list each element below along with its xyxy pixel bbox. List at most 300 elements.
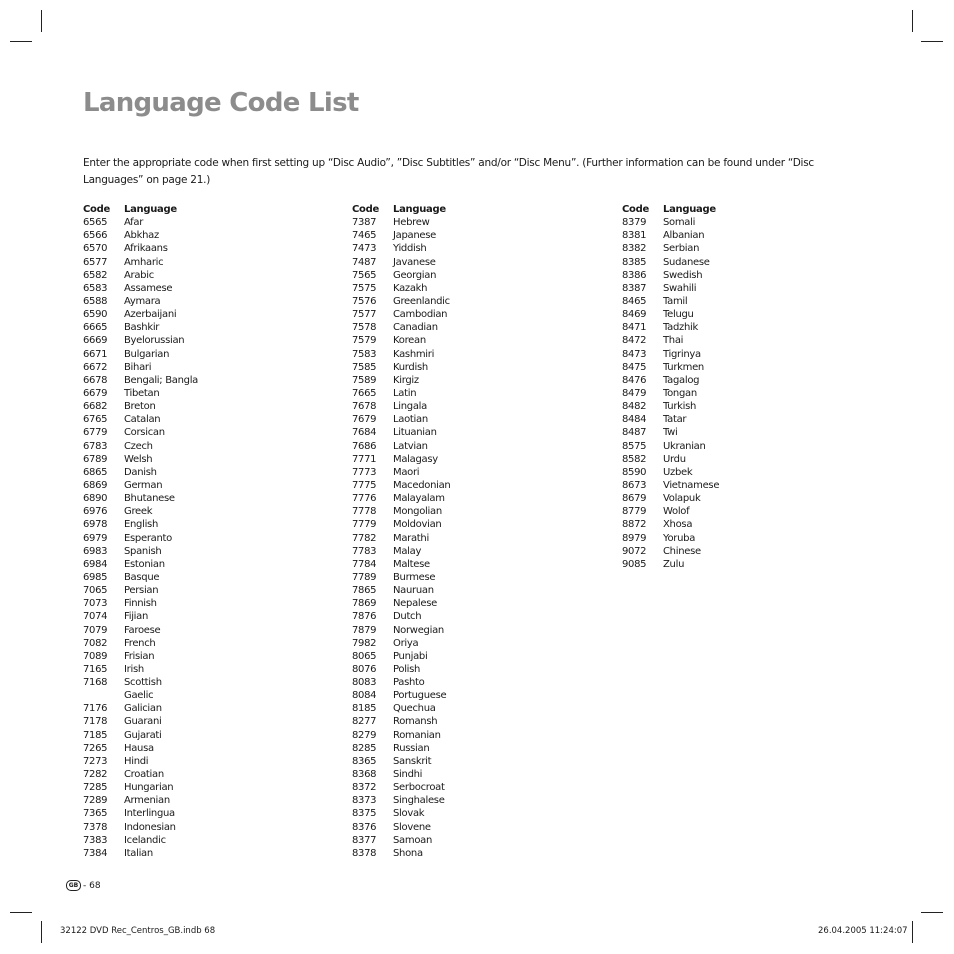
table-row bbox=[622, 479, 719, 492]
language-code: 6890 bbox=[83, 493, 108, 505]
language-name: Punjabi bbox=[393, 650, 428, 662]
language-code: 7273 bbox=[83, 755, 108, 767]
language-name: Arabic bbox=[124, 269, 154, 281]
language-name: Icelandic bbox=[124, 834, 166, 846]
table-row bbox=[83, 807, 198, 820]
language-code: 7285 bbox=[83, 782, 108, 794]
language-name: Russian bbox=[393, 742, 430, 754]
language-name: Finnish bbox=[124, 598, 157, 610]
language-name: Mongolian bbox=[393, 506, 442, 518]
table-row bbox=[83, 558, 198, 571]
language-code: 8185 bbox=[352, 703, 377, 715]
language-code: 6978 bbox=[83, 519, 108, 531]
language-name: Armenian bbox=[124, 795, 170, 807]
language-code: 7473 bbox=[352, 243, 377, 255]
table-row bbox=[352, 768, 450, 781]
table-row bbox=[83, 545, 198, 558]
language-name: Tadzhik bbox=[663, 322, 698, 334]
table-row bbox=[352, 558, 450, 571]
language-name: Azerbaijani bbox=[124, 309, 177, 321]
crop-mark bbox=[912, 921, 913, 943]
table-row bbox=[83, 729, 198, 742]
table-row bbox=[622, 229, 719, 242]
language-code: 8473 bbox=[622, 348, 647, 360]
table-row bbox=[622, 269, 719, 282]
language-name: Pashto bbox=[393, 677, 425, 689]
table-row bbox=[622, 216, 719, 229]
language-code: 7782 bbox=[352, 532, 377, 544]
table-row bbox=[352, 742, 450, 755]
language-name: Polish bbox=[393, 663, 421, 675]
table-row bbox=[83, 256, 198, 269]
language-name: Maltese bbox=[393, 558, 430, 570]
language-name: Malayalam bbox=[393, 493, 445, 505]
language-name: Fijian bbox=[124, 611, 149, 623]
language-code: 7176 bbox=[83, 703, 108, 715]
table-row bbox=[352, 426, 450, 439]
language-code: 8373 bbox=[352, 795, 377, 807]
language-name: Xhosa bbox=[663, 519, 693, 531]
language-name: Afrikaans bbox=[124, 243, 168, 255]
language-code: 8779 bbox=[622, 506, 647, 518]
table-row bbox=[83, 453, 198, 466]
language-code: 8065 bbox=[352, 650, 377, 662]
language-code: 6985 bbox=[83, 571, 108, 583]
table-row bbox=[352, 334, 450, 347]
table-row bbox=[352, 821, 450, 834]
table-row bbox=[352, 807, 450, 820]
language-name: Zulu bbox=[663, 558, 685, 570]
crop-mark bbox=[921, 41, 943, 42]
language-name: Tibetan bbox=[124, 387, 160, 399]
language-name: Telugu bbox=[663, 309, 694, 321]
language-column-3 bbox=[622, 203, 719, 571]
table-row bbox=[622, 334, 719, 347]
table-row bbox=[83, 334, 198, 347]
table-row bbox=[83, 650, 198, 663]
language-name: Guarani bbox=[124, 716, 162, 728]
language-name: Korean bbox=[393, 335, 426, 347]
table-row bbox=[352, 295, 450, 308]
language-name: Hindi bbox=[124, 755, 149, 767]
language-name: Tigrinya bbox=[663, 348, 701, 360]
language-name: Maori bbox=[393, 466, 420, 478]
language-name: Amharic bbox=[124, 256, 164, 268]
table-row bbox=[352, 242, 450, 255]
language-code: 8076 bbox=[352, 663, 377, 675]
table-row bbox=[352, 755, 450, 768]
language-code: 7776 bbox=[352, 493, 377, 505]
table-row bbox=[622, 558, 719, 571]
table-row bbox=[352, 689, 450, 702]
table-row bbox=[83, 479, 198, 492]
language-code: 6590 bbox=[83, 309, 108, 321]
table-row bbox=[83, 216, 198, 229]
language-code: 8381 bbox=[622, 230, 647, 242]
language-code: 8084 bbox=[352, 690, 377, 702]
language-name: Norwegian bbox=[393, 624, 444, 636]
language-code: 7869 bbox=[352, 598, 377, 610]
language-name: Croatian bbox=[124, 769, 164, 781]
language-name: Nepalese bbox=[393, 598, 438, 610]
language-name: Sindhi bbox=[393, 769, 423, 781]
language-code: 7789 bbox=[352, 571, 377, 583]
language-code: 8673 bbox=[622, 479, 647, 491]
table-row bbox=[622, 453, 719, 466]
table-row bbox=[352, 663, 450, 676]
language-code: 7383 bbox=[83, 834, 108, 846]
language-code: 8475 bbox=[622, 361, 647, 373]
language-code: 6669 bbox=[83, 335, 108, 347]
language-code: 8387 bbox=[622, 282, 647, 294]
table-row bbox=[83, 492, 198, 505]
language-name: Samoan bbox=[393, 834, 433, 846]
table-row bbox=[622, 400, 719, 413]
language-code: 8375 bbox=[352, 808, 377, 820]
table-row bbox=[352, 282, 450, 295]
language-name: Scottish bbox=[124, 677, 162, 689]
language-name: Italian bbox=[124, 847, 153, 859]
table-row bbox=[83, 624, 198, 637]
language-header: Language bbox=[124, 204, 177, 215]
language-code: 7879 bbox=[352, 624, 377, 636]
language-code: 6665 bbox=[83, 322, 108, 334]
language-code: 6678 bbox=[83, 374, 108, 386]
language-name: Albanian bbox=[663, 230, 705, 242]
table-row bbox=[622, 374, 719, 387]
page-number-text: - 68 bbox=[83, 880, 101, 891]
table-row bbox=[622, 466, 719, 479]
language-code: 8484 bbox=[622, 414, 647, 426]
language-code: 8479 bbox=[622, 387, 647, 399]
language-name: Volapuk bbox=[663, 493, 701, 505]
language-name: Urdu bbox=[663, 453, 686, 465]
table-row bbox=[352, 532, 450, 545]
language-name: Galician bbox=[124, 703, 162, 715]
language-name: Singhalese bbox=[393, 795, 445, 807]
table-row bbox=[622, 348, 719, 361]
table-row bbox=[352, 269, 450, 282]
table-row bbox=[622, 532, 719, 545]
table-row bbox=[83, 466, 198, 479]
table-row bbox=[83, 847, 198, 860]
language-name: Tatar bbox=[663, 414, 687, 426]
language-name: Sudanese bbox=[663, 256, 710, 268]
language-name: Greenlandic bbox=[393, 295, 450, 307]
language-name: Bashkir bbox=[124, 322, 160, 334]
language-code: 7982 bbox=[352, 637, 377, 649]
language-name: Kashmiri bbox=[393, 348, 435, 360]
language-name: Hebrew bbox=[393, 217, 430, 229]
table-row bbox=[352, 361, 450, 374]
language-code: 7876 bbox=[352, 611, 377, 623]
language-code: 7665 bbox=[352, 387, 377, 399]
language-code: 8575 bbox=[622, 440, 647, 452]
table-row bbox=[83, 413, 198, 426]
language-name: Japanese bbox=[393, 230, 437, 242]
language-name: Hungarian bbox=[124, 782, 174, 794]
language-code: 8582 bbox=[622, 453, 647, 465]
country-badge: GB bbox=[66, 880, 81, 891]
language-name: Frisian bbox=[124, 650, 155, 662]
language-code: 7583 bbox=[352, 348, 377, 360]
table-row bbox=[352, 610, 450, 623]
language-code: 8386 bbox=[622, 269, 647, 281]
table-row bbox=[622, 308, 719, 321]
table-row bbox=[352, 492, 450, 505]
table-row bbox=[622, 256, 719, 269]
table-row bbox=[83, 702, 198, 715]
language-name: Cambodian bbox=[393, 309, 448, 321]
table-row bbox=[83, 794, 198, 807]
crop-mark bbox=[10, 41, 32, 42]
language-code: 6672 bbox=[83, 361, 108, 373]
table-row bbox=[352, 729, 450, 742]
language-code: 7387 bbox=[352, 217, 377, 229]
table-row bbox=[352, 545, 450, 558]
language-name: Breton bbox=[124, 401, 156, 413]
table-row bbox=[352, 781, 450, 794]
table-row bbox=[83, 768, 198, 781]
crop-mark bbox=[10, 912, 32, 913]
language-name: Marathi bbox=[393, 532, 429, 544]
table-row bbox=[622, 505, 719, 518]
table-row bbox=[83, 374, 198, 387]
language-name: Swedish bbox=[663, 269, 703, 281]
language-name: Macedonian bbox=[393, 479, 451, 491]
table-row bbox=[83, 742, 198, 755]
language-code: 8376 bbox=[352, 821, 377, 833]
language-code: 7771 bbox=[352, 453, 377, 465]
language-name: Somali bbox=[663, 217, 696, 229]
language-code: 6976 bbox=[83, 506, 108, 518]
table-row bbox=[83, 387, 198, 400]
language-name: Faroese bbox=[124, 624, 161, 636]
language-name: Uzbek bbox=[663, 466, 693, 478]
language-name: Swahili bbox=[663, 282, 697, 294]
table-row bbox=[352, 518, 450, 531]
crop-mark bbox=[921, 912, 943, 913]
language-code: 8469 bbox=[622, 309, 647, 321]
language-code: 7365 bbox=[83, 808, 108, 820]
language-code: 6869 bbox=[83, 479, 108, 491]
language-code: 6671 bbox=[83, 348, 108, 360]
language-code: 6979 bbox=[83, 532, 108, 544]
table-row bbox=[352, 374, 450, 387]
language-code: 7779 bbox=[352, 519, 377, 531]
language-name: Abkhaz bbox=[124, 230, 159, 242]
language-name: Bulgarian bbox=[124, 348, 170, 360]
table-row bbox=[83, 321, 198, 334]
language-code: 7589 bbox=[352, 374, 377, 386]
table-row bbox=[622, 295, 719, 308]
language-name: Gujarati bbox=[124, 729, 162, 741]
table-row bbox=[83, 400, 198, 413]
language-name: Javanese bbox=[393, 256, 436, 268]
crop-mark bbox=[41, 921, 42, 943]
language-code: 7168 bbox=[83, 677, 108, 689]
crop-mark bbox=[912, 10, 913, 32]
language-code: 7775 bbox=[352, 479, 377, 491]
language-code: 8279 bbox=[352, 729, 377, 741]
language-name: Bengali; Bangla bbox=[124, 374, 199, 386]
language-name: Nauruan bbox=[393, 585, 434, 597]
language-code: 8372 bbox=[352, 782, 377, 794]
table-row bbox=[352, 834, 450, 847]
language-code: 9085 bbox=[622, 558, 647, 570]
language-code: 8590 bbox=[622, 466, 647, 478]
table-row bbox=[622, 426, 719, 439]
language-code: 7865 bbox=[352, 585, 377, 597]
language-name: Danish bbox=[124, 466, 157, 478]
language-name: Turkish bbox=[663, 401, 697, 413]
file-slug: 32122 DVD Rec_Centros_GB.indb 68 bbox=[60, 926, 216, 936]
table-row bbox=[83, 282, 198, 295]
language-name: Welsh bbox=[124, 453, 153, 465]
language-name: Vietnamese bbox=[663, 479, 720, 491]
language-code: 6984 bbox=[83, 558, 108, 570]
language-name: Catalan bbox=[124, 414, 161, 426]
language-name: Byelorussian bbox=[124, 335, 185, 347]
language-name: Georgian bbox=[393, 269, 437, 281]
language-code: 7384 bbox=[83, 847, 108, 859]
language-name: Kazakh bbox=[393, 282, 428, 294]
language-name: German bbox=[124, 479, 163, 491]
language-code: 7178 bbox=[83, 716, 108, 728]
language-code: 8277 bbox=[352, 716, 377, 728]
language-name: Yiddish bbox=[393, 243, 427, 255]
language-code: 7074 bbox=[83, 611, 108, 623]
table-row bbox=[83, 361, 198, 374]
language-code: 6865 bbox=[83, 466, 108, 478]
language-name: Lingala bbox=[393, 401, 427, 413]
table-row bbox=[352, 505, 450, 518]
language-code: 7585 bbox=[352, 361, 377, 373]
language-code: 7089 bbox=[83, 650, 108, 662]
language-code: 7678 bbox=[352, 401, 377, 413]
language-name: Romansh bbox=[393, 716, 438, 728]
language-code: 7578 bbox=[352, 322, 377, 334]
table-row bbox=[622, 518, 719, 531]
language-code: 8471 bbox=[622, 322, 647, 334]
language-code: 6566 bbox=[83, 230, 108, 242]
table-row bbox=[622, 440, 719, 453]
table-row bbox=[352, 256, 450, 269]
language-code: 6789 bbox=[83, 453, 108, 465]
language-code: 7165 bbox=[83, 663, 108, 675]
language-code: 6682 bbox=[83, 401, 108, 413]
table-row bbox=[352, 637, 450, 650]
language-name: Portuguese bbox=[393, 690, 447, 702]
language-name: Czech bbox=[124, 440, 153, 452]
code-header: Code bbox=[622, 204, 649, 215]
language-code: 8472 bbox=[622, 335, 647, 347]
table-row bbox=[352, 676, 450, 689]
language-code: 7784 bbox=[352, 558, 377, 570]
language-code: 6577 bbox=[83, 256, 108, 268]
language-name: Twi bbox=[663, 427, 678, 439]
language-name: Latvian bbox=[393, 440, 428, 452]
language-code: 8368 bbox=[352, 769, 377, 781]
language-name: Thai bbox=[663, 335, 684, 347]
language-code: 7487 bbox=[352, 256, 377, 268]
language-code: 6765 bbox=[83, 414, 108, 426]
language-code: 7783 bbox=[352, 545, 377, 557]
language-name: Malagasy bbox=[393, 453, 438, 465]
language-code: 8385 bbox=[622, 256, 647, 268]
table-row bbox=[622, 545, 719, 558]
table-row bbox=[83, 715, 198, 728]
language-code: 7265 bbox=[83, 742, 108, 754]
language-name: Laotian bbox=[393, 414, 428, 426]
table-row bbox=[83, 348, 198, 361]
language-code: 8378 bbox=[352, 847, 377, 859]
language-name: Slovene bbox=[393, 821, 431, 833]
table-row bbox=[352, 440, 450, 453]
table-row bbox=[83, 532, 198, 545]
table-row bbox=[352, 571, 450, 584]
language-code: 6588 bbox=[83, 295, 108, 307]
table-row bbox=[83, 663, 198, 676]
language-header: Language bbox=[663, 204, 716, 215]
page-number bbox=[66, 880, 101, 891]
language-name: Tagalog bbox=[663, 374, 700, 386]
language-code: 7289 bbox=[83, 795, 108, 807]
language-name: Bihari bbox=[124, 361, 152, 373]
table-row bbox=[352, 650, 450, 663]
table-row bbox=[83, 597, 198, 610]
language-name: Tamil bbox=[663, 295, 688, 307]
language-code: 8379 bbox=[622, 217, 647, 229]
language-name: Tongan bbox=[663, 387, 697, 399]
language-code: 7465 bbox=[352, 230, 377, 242]
table-row bbox=[622, 242, 719, 255]
column-header bbox=[622, 203, 719, 216]
language-name: Estonian bbox=[124, 558, 165, 570]
language-code: 8872 bbox=[622, 519, 647, 531]
language-name: Persian bbox=[124, 585, 159, 597]
language-code: 6779 bbox=[83, 427, 108, 439]
language-name: Quechua bbox=[393, 703, 436, 715]
language-name: Aymara bbox=[124, 295, 161, 307]
language-code: 8679 bbox=[622, 493, 647, 505]
table-row bbox=[352, 702, 450, 715]
language-code: 6783 bbox=[83, 440, 108, 452]
language-name: Malay bbox=[393, 545, 422, 557]
table-row bbox=[352, 321, 450, 334]
table-row bbox=[622, 413, 719, 426]
table-row bbox=[83, 584, 198, 597]
table-row bbox=[83, 295, 198, 308]
language-header: Language bbox=[393, 204, 446, 215]
table-row bbox=[352, 453, 450, 466]
table-row bbox=[83, 518, 198, 531]
print-timestamp: 26.04.2005 11:24:07 bbox=[818, 926, 908, 936]
language-name: Greek bbox=[124, 506, 153, 518]
table-row bbox=[83, 781, 198, 794]
language-name: Irish bbox=[124, 663, 144, 675]
language-name: Interlingua bbox=[124, 808, 175, 820]
table-row bbox=[622, 361, 719, 374]
table-row bbox=[622, 282, 719, 295]
language-name-continued: Gaelic bbox=[124, 690, 154, 702]
language-name: Serbocroat bbox=[393, 782, 445, 794]
column-header bbox=[83, 203, 198, 216]
language-name: Oriya bbox=[393, 637, 419, 649]
language-name: Indonesian bbox=[124, 821, 176, 833]
language-code: 6983 bbox=[83, 545, 108, 557]
intro-paragraph: Enter the appropriate code when first setting up “Disc Audio”, ”Disc Subtitles” and/or “Disc Menu”. (Further information can be found under “Disc Languages” on page 21.) bbox=[83, 157, 814, 186]
